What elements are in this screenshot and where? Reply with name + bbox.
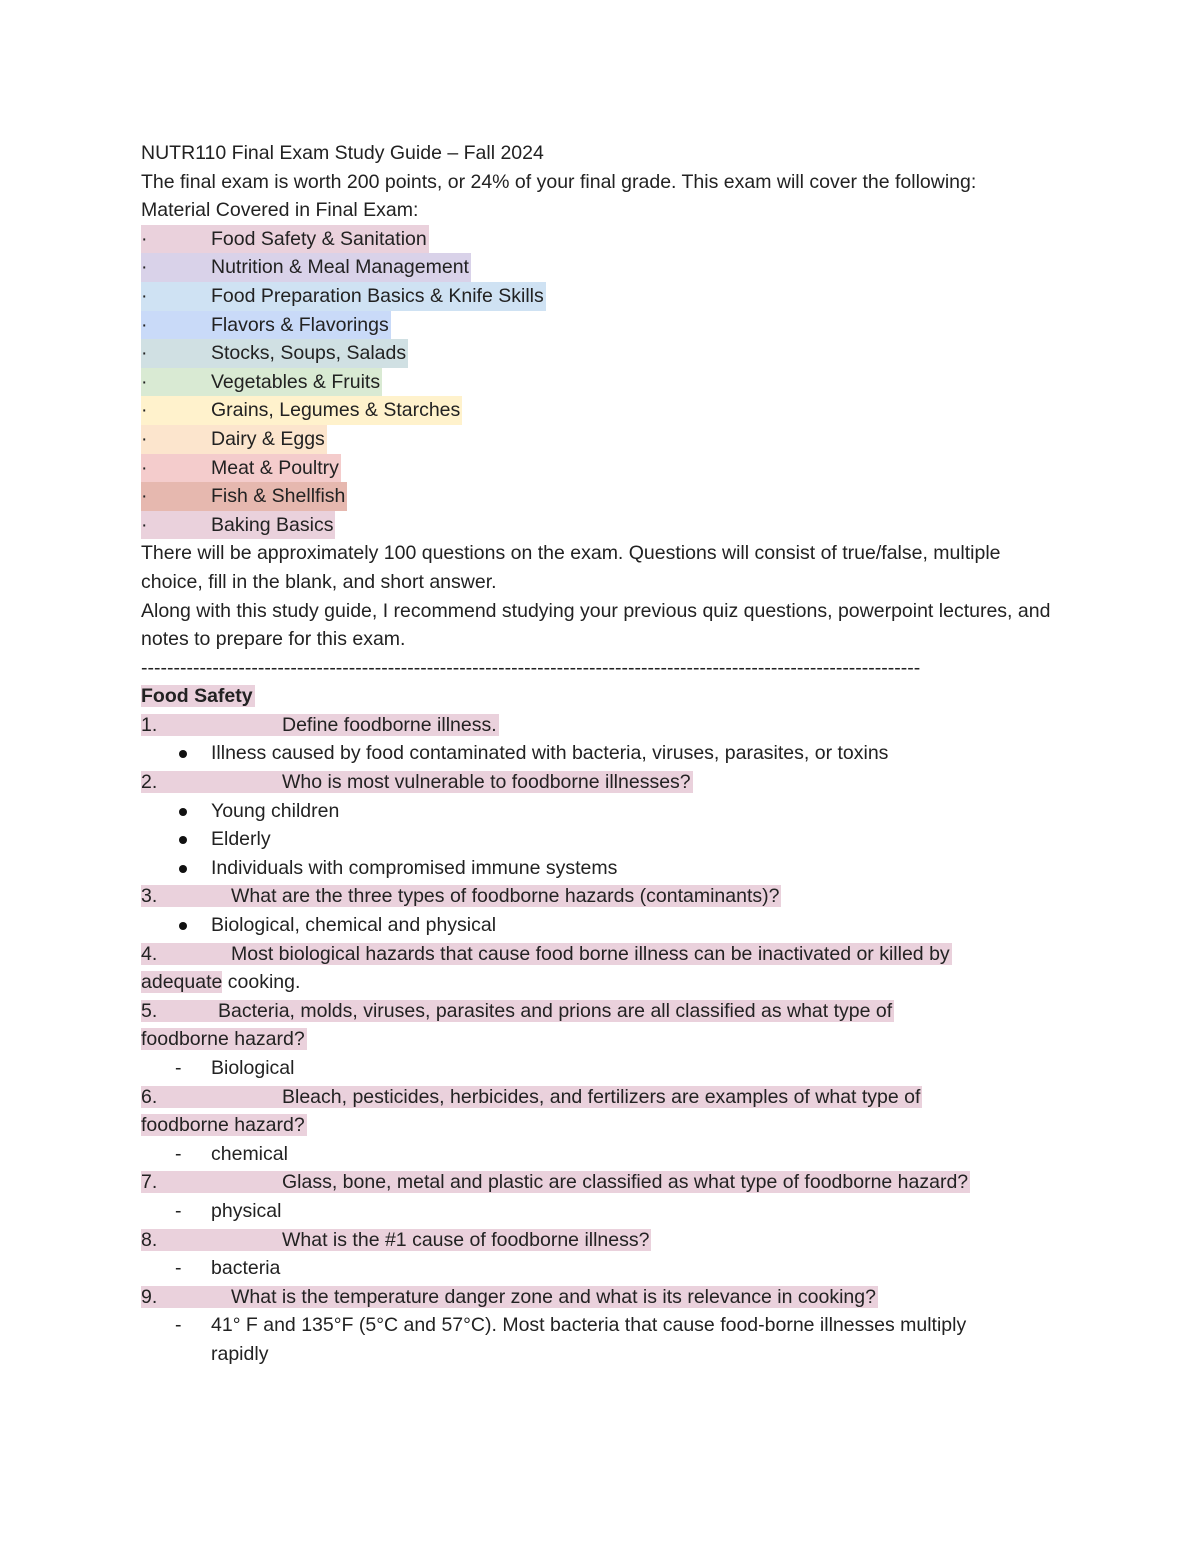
topic-bullet: ·	[141, 513, 148, 536]
dash-mark: -	[175, 1142, 182, 1165]
question-text: Who is most vulnerable to foodborne illnesses?	[282, 771, 691, 794]
topic-item	[141, 368, 1061, 397]
topic-list	[141, 225, 1061, 540]
answer-dash-item	[141, 1140, 1061, 1169]
question-9	[141, 1283, 1061, 1312]
answer-dash-item	[141, 1311, 1061, 1340]
question-number: 8.	[141, 1228, 158, 1251]
bullet-dot	[179, 922, 187, 930]
dash-mark: -	[175, 1314, 182, 1337]
question-6	[141, 1083, 1061, 1112]
question-text: foodborne hazard?	[141, 1028, 305, 1051]
question-number: 6.	[141, 1085, 158, 1108]
answer-bullet	[141, 797, 1061, 826]
answer-text: physical	[211, 1199, 282, 1222]
answer-text: rapidly	[211, 1342, 269, 1365]
question-number: 5.	[141, 999, 158, 1022]
answer-text: bacteria	[211, 1257, 281, 1280]
question-3	[141, 882, 1061, 911]
question-2	[141, 768, 1061, 797]
topic-label: Grains, Legumes & Starches	[211, 399, 461, 422]
bullet-dot	[179, 808, 187, 816]
topic-bullet: ·	[141, 256, 148, 279]
topic-bullet: ·	[141, 399, 148, 422]
section-title: Food Safety	[141, 685, 253, 708]
answer-text: 41° F and 135°F (5°C and 57°C). Most bacteria that cause food-borne illnesses multiply	[211, 1314, 967, 1337]
answer-text: Individuals with compromised immune systems	[211, 856, 618, 879]
topic-label: Food Safety & Sanitation	[211, 227, 427, 250]
question-5-continued	[141, 1025, 1061, 1054]
topic-bullet: ·	[141, 427, 148, 450]
question-text: Define foodborne illness.	[282, 713, 497, 736]
topic-label: Meat & Poultry	[211, 456, 339, 479]
recommend-paragraph: Along with this study guide, I recommend studying your previous quiz questions, powerpoint lectures, and notes to prepare for this exam.	[141, 599, 1051, 651]
answer-dash-item	[141, 1197, 1061, 1226]
question-7	[141, 1168, 1061, 1197]
bullet-dot	[179, 750, 187, 758]
dash-mark: -	[175, 1199, 182, 1222]
answer-text: Illness caused by food contaminated with bacteria, viruses, parasites, or toxins	[211, 742, 889, 765]
topic-label: Vegetables & Fruits	[211, 370, 381, 393]
bullet-dot	[179, 865, 187, 873]
question-text: Glass, bone, metal and plastic are classified as what type of foodborne hazard?	[282, 1171, 969, 1194]
topic-bullet: ·	[141, 342, 148, 365]
topic-bullet: ·	[141, 370, 148, 393]
question-5	[141, 997, 1061, 1026]
topic-label: Fish & Shellfish	[211, 485, 346, 508]
document-page	[141, 139, 1061, 1369]
topic-item	[141, 225, 1061, 254]
answer-dash-item	[141, 1054, 1061, 1083]
question-number: 7.	[141, 1171, 158, 1194]
dash-mark: -	[175, 1057, 182, 1079]
question-6-continued	[141, 1111, 1061, 1140]
topic-item	[141, 339, 1061, 368]
question-text-highlight: adequate	[141, 971, 223, 994]
question-4-continued	[141, 968, 1061, 997]
intro-paragraph: The final exam is worth 200 points, or 24% of your final grade. This exam will cover the following:	[141, 170, 977, 193]
answer-bullet	[141, 825, 1061, 854]
question-number: 4.	[141, 942, 158, 965]
answer-text: Elderly	[211, 828, 271, 851]
topic-bullet: ·	[141, 456, 148, 479]
topic-item	[141, 311, 1061, 340]
question-4	[141, 940, 1061, 969]
topic-label: Nutrition & Meal Management	[211, 256, 469, 279]
topic-item	[141, 511, 1061, 540]
answer-bullet	[141, 854, 1061, 883]
topic-label: Food Preparation Basics & Knife Skills	[211, 284, 544, 307]
question-number: 2.	[141, 771, 158, 794]
question-text: What is the #1 cause of foodborne illness?	[282, 1228, 650, 1251]
question-text: Most biological hazards that cause food borne illness can be inactivated or killed by	[231, 942, 950, 965]
topic-item	[141, 425, 1061, 454]
dash-mark: -	[175, 1257, 182, 1280]
topic-item	[141, 454, 1061, 483]
answer-text: Biological	[211, 1057, 295, 1079]
topic-label: Baking Basics	[211, 513, 334, 536]
topic-label: Flavors & Flavorings	[211, 313, 389, 336]
answer-text: Biological, chemical and physical	[211, 914, 497, 937]
answer-continued	[141, 1340, 1061, 1369]
questions-info-paragraph: There will be approximately 100 questions on the exam. Questions will consist of true/false, multiple choice, fill in the blank, and short answer.	[141, 542, 1001, 593]
topic-bullet: ·	[141, 284, 148, 307]
answer-bullet	[141, 911, 1061, 940]
answer-dash-item	[141, 1254, 1061, 1283]
answer-text: chemical	[211, 1142, 288, 1165]
question-number: 1.	[141, 713, 158, 736]
question-text: Bacteria, molds, viruses, parasites and prions are all classified as what type of	[218, 999, 893, 1022]
topic-item	[141, 482, 1061, 511]
document-title: NUTR110 Final Exam Study Guide – Fall 2024	[141, 142, 544, 164]
topic-bullet: ·	[141, 485, 148, 508]
question-number: 3.	[141, 885, 158, 908]
topic-item	[141, 282, 1061, 311]
topic-label: Stocks, Soups, Salads	[211, 342, 407, 365]
topic-item	[141, 253, 1061, 282]
bullet-dot	[179, 836, 187, 844]
question-text: foodborne hazard?	[141, 1114, 305, 1137]
question-text: What is the temperature danger zone and what is its relevance in cooking?	[231, 1285, 876, 1308]
question-number: 9.	[141, 1285, 158, 1308]
topic-bullet: ·	[141, 313, 148, 336]
question-1	[141, 711, 1061, 740]
divider-line: ------------------------------------------------------------------------------------------------------------------------	[141, 656, 921, 679]
topic-item	[141, 396, 1061, 425]
topic-label: Dairy & Eggs	[211, 427, 325, 450]
question-8	[141, 1226, 1061, 1255]
material-heading: Material Covered in Final Exam:	[141, 199, 419, 222]
topic-bullet: ·	[141, 227, 148, 250]
answer-text: Young children	[211, 799, 340, 822]
question-text: Bleach, pesticides, herbicides, and fertilizers are examples of what type of	[282, 1085, 921, 1108]
answer-bullet	[141, 739, 1061, 768]
question-text: What are the three types of foodborne hazards (contaminants)?	[231, 885, 780, 908]
question-text: cooking.	[227, 971, 301, 994]
